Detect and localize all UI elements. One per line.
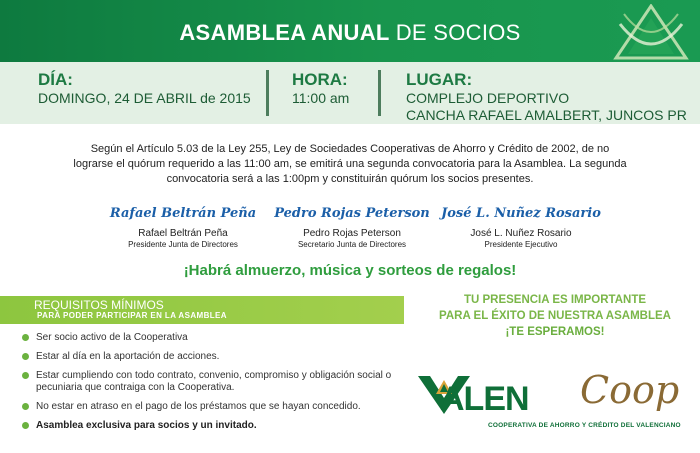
brand-coop-script: Coop [580, 368, 680, 412]
bullet-icon [22, 422, 29, 429]
requirement-text: Ser socio activo de la Cooperativa [36, 332, 188, 343]
signature: Rafael Beltrán Peña [109, 206, 257, 221]
cta-line-3: ¡TE ESPERAMOS! [505, 326, 605, 338]
date-block [38, 70, 251, 107]
title-thin: DE SOCIOS [395, 20, 521, 45]
promo-banner: ¡Habrá almuerzo, música y sorteos de regalos! [183, 262, 517, 279]
date-label: DÍA: [38, 70, 73, 89]
signature: José L. Nuñez Rosario [441, 206, 601, 221]
signer-1 [88, 206, 278, 250]
valencoop-logo [418, 360, 696, 450]
requirement-text: Estar al día en la aportación de acciones. [36, 351, 220, 362]
page-title [0, 20, 700, 46]
requirements-subtitle: PARA PODER PARTICIPAR EN LA ASAMBLEA [37, 311, 227, 320]
signer-role: Presidente Junta de Directores [128, 240, 238, 249]
bullet-icon [22, 403, 29, 410]
list-item [20, 401, 410, 413]
cta-line-1: TU PRESENCIA ES IMPORTANTE [463, 294, 647, 306]
signature: Pedro Rojas Peterson [274, 206, 430, 221]
cta-line-2: PARA EL ÉXITO DE NUESTRA ASAMBLEA [439, 310, 671, 322]
list-item [20, 351, 410, 363]
location-label: LUGAR: [406, 70, 473, 89]
title-bold: ASAMBLEA ANUAL [179, 20, 390, 45]
location-line-2: CANCHA RAFAEL AMALBERT, JUNCOS PR [406, 107, 687, 123]
location-line-1: COMPLEJO DEPORTIVO [406, 90, 570, 106]
time-label: HORA: [292, 70, 348, 89]
valencoop-triangle-logo-icon [612, 4, 690, 60]
brand-wordmark: ALEN [440, 380, 529, 418]
signer-role: Presidente Ejecutivo [484, 240, 558, 249]
bullet-icon [22, 372, 29, 379]
requirement-text: Estar cumpliendo con todo contrato, convenio, compromiso y obligación social o pecuniaria que contraiga con la Cooperativa. [36, 370, 392, 393]
requirement-text: No estar en atraso en el pago de los préstamos que se hayan concedido. [36, 401, 361, 412]
requirements-header [0, 296, 404, 324]
requirements-list [20, 332, 410, 439]
bullet-icon [22, 334, 29, 341]
signer-name: José L. Nuñez Rosario [470, 228, 572, 239]
signer-2 [257, 206, 447, 250]
time-value: 11:00 am [292, 90, 350, 106]
list-item [20, 370, 410, 394]
bullet-icon [22, 353, 29, 360]
signer-name: Pedro Rojas Peterson [303, 228, 401, 239]
location-block [406, 70, 687, 124]
brand-tagline: COOPERATIVA DE AHORRO Y CRÉDITO DEL VALENCIANO [488, 422, 681, 429]
call-to-action [410, 292, 700, 340]
divider [266, 70, 269, 116]
time-block [292, 70, 349, 107]
header-banner [0, 0, 700, 62]
requirement-text: Asamblea exclusiva para socios y un invitado. [36, 420, 257, 431]
requirements-title: REQUISITOS MÍNIMOS [34, 298, 164, 312]
divider [378, 70, 381, 116]
list-item [20, 420, 410, 432]
signer-3 [426, 206, 616, 250]
event-info-band [0, 62, 700, 124]
quorum-statement: Según el Artículo 5.03 de la Ley 255, Ley de Sociedades Cooperativas de Ahorro y Crédito de 2002, de no lograrse el quórum requerido a las 11:00 am, se emitirá una segunda convocatoria para la Asamblea. La segunda convocatoria será a las 1:00pm y constituirán quórum los socios presentes. [73, 143, 627, 185]
date-value: DOMINGO, 24 DE ABRIL de 2015 [38, 90, 251, 106]
signer-name: Rafael Beltrán Peña [138, 228, 228, 239]
list-item [20, 332, 410, 344]
signer-role: Secretario Junta de Directores [297, 240, 407, 249]
